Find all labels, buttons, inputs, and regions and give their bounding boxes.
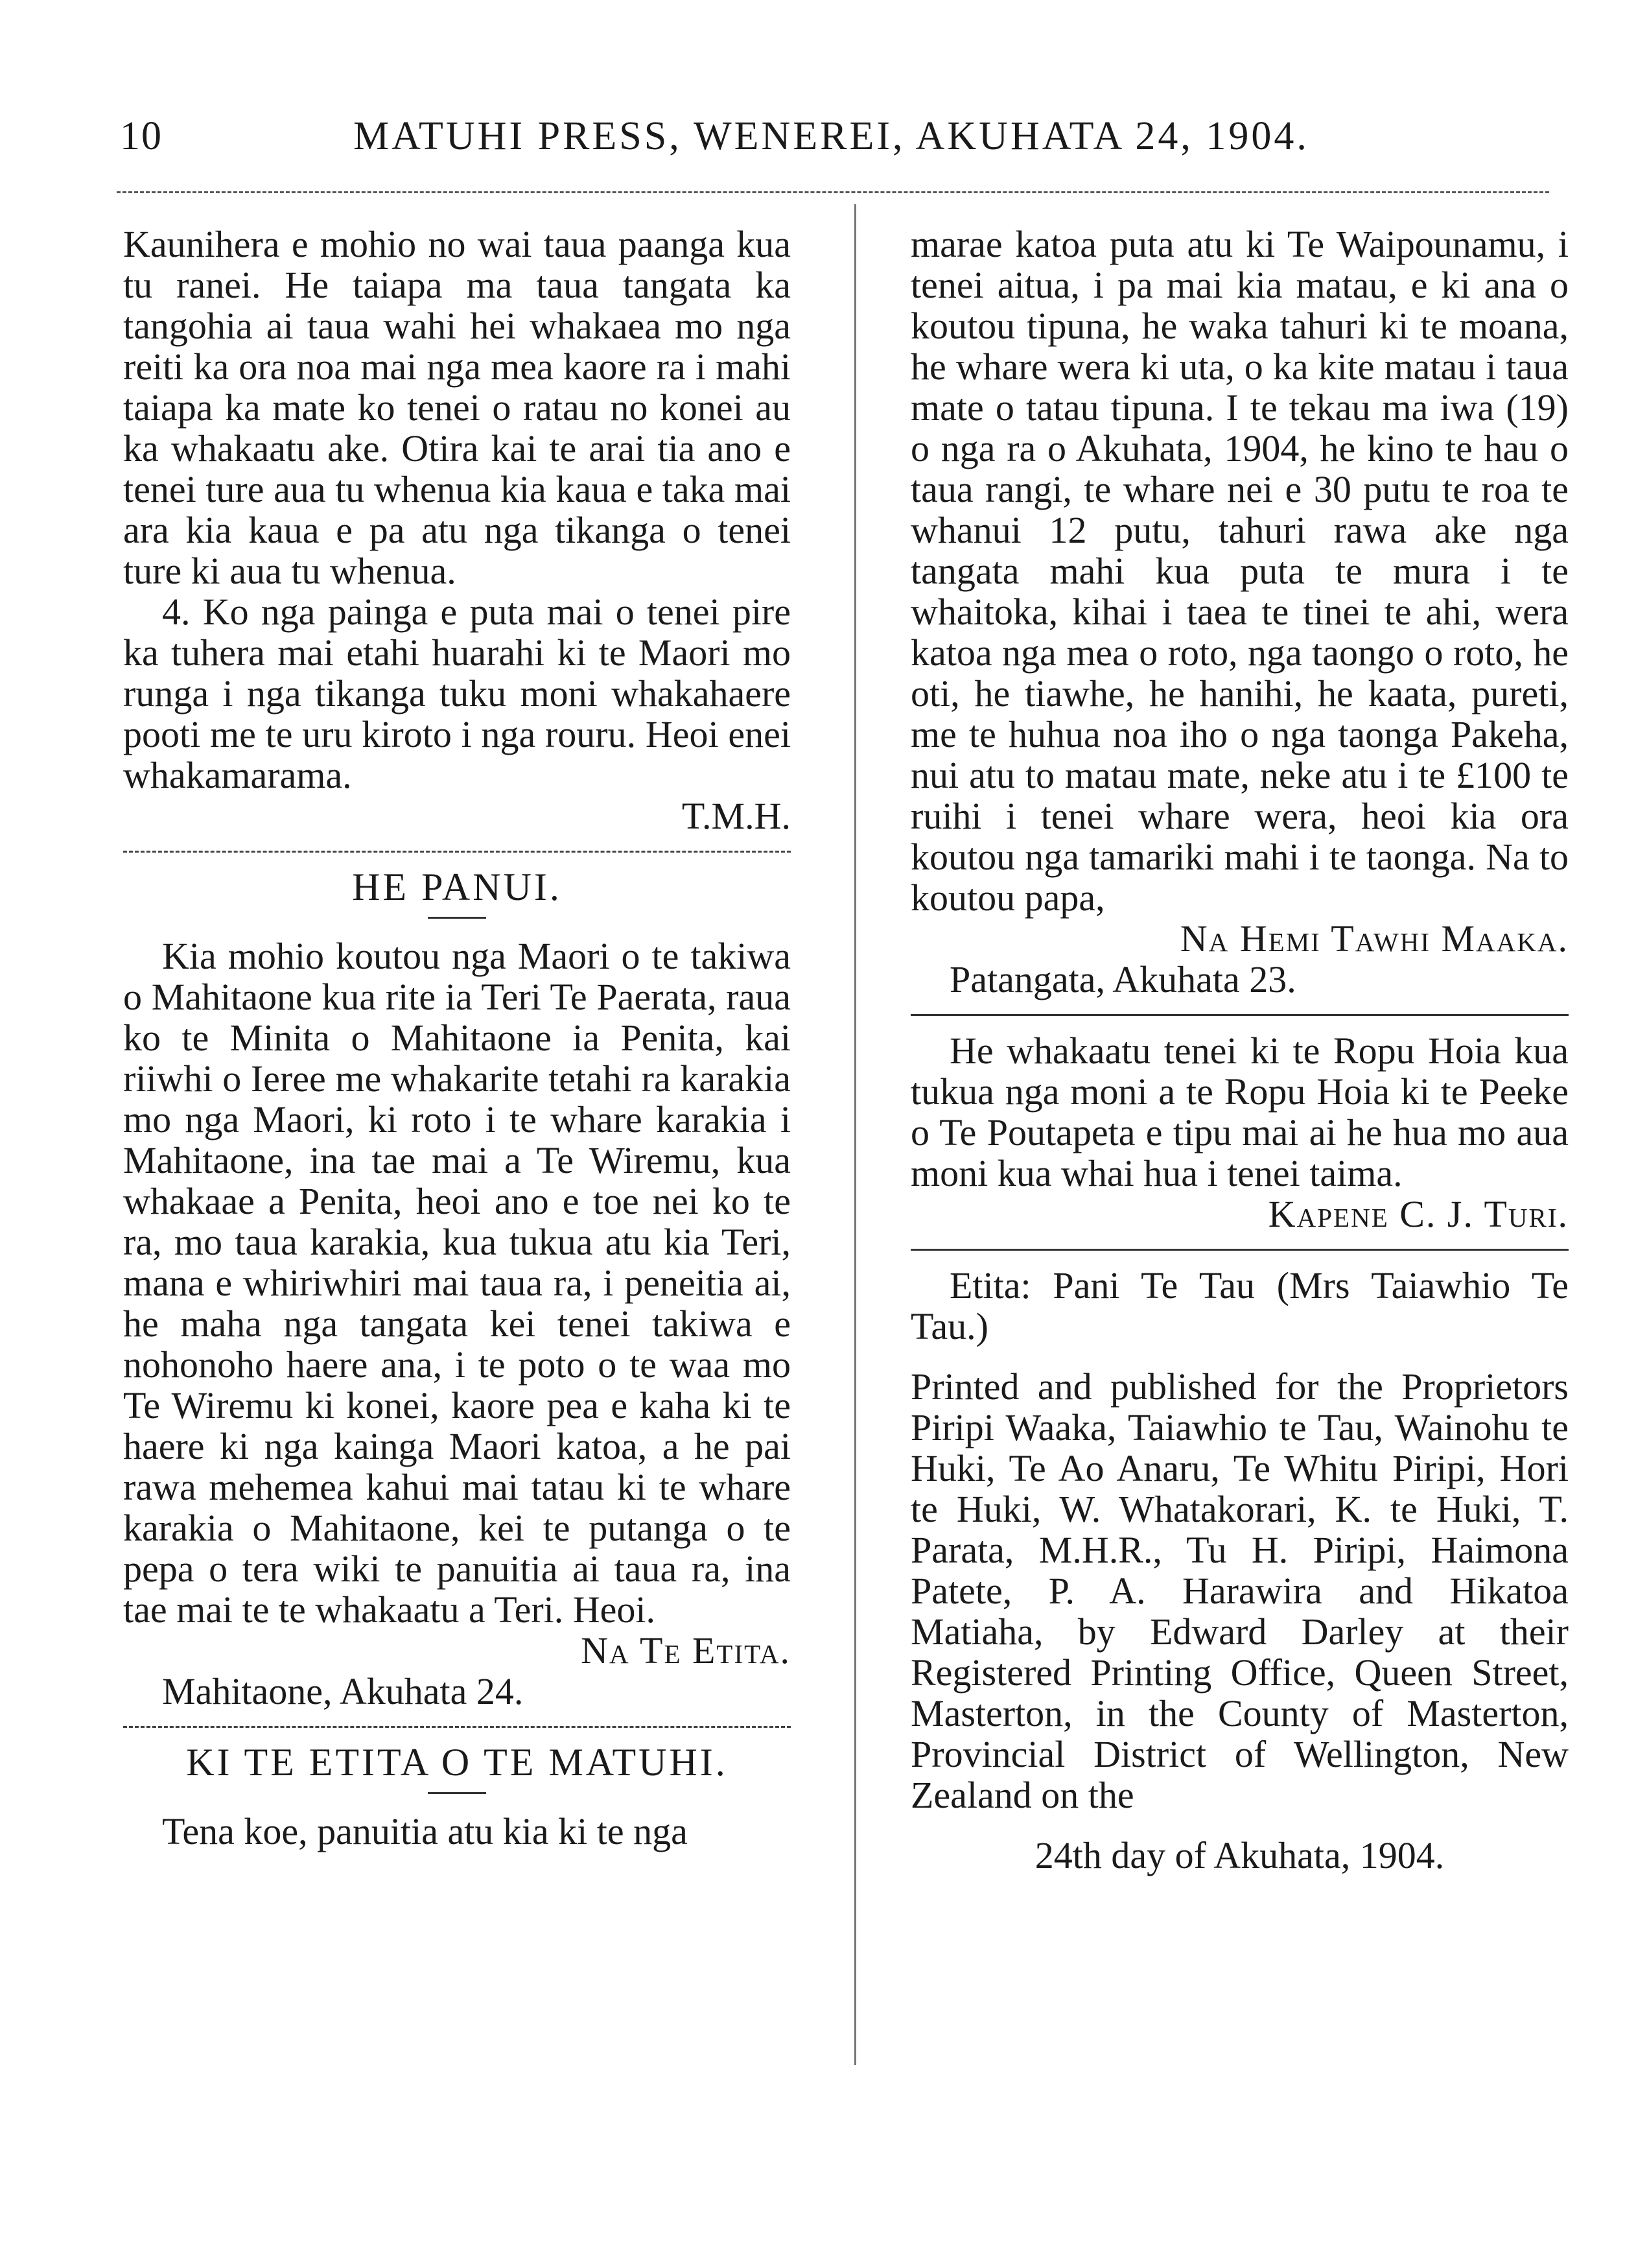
article-signature: Na Te Etita. <box>581 1629 791 1671</box>
spacer <box>911 1347 1569 1366</box>
article-signature: Kapene C. J. Turi. <box>1268 1193 1569 1235</box>
editor-line: Etita: Pani Te Tau (Mrs Taiawhio Te Tau.) <box>911 1264 1569 1347</box>
spacer <box>911 1815 1569 1835</box>
right-column <box>911 224 1569 1876</box>
page-number: 10 <box>120 114 163 158</box>
article-paragraph: He whakaatu tenei ki te Ropu Hoia kua tukua nga moni a te Ropu Hoia ki te Peeke o Te Poutapeta e tipu mai ai he hua mo aua moni kua whai hua i tenei taima. <box>911 1030 1569 1194</box>
article-paragraph: 4. Ko nga painga e puta mai o tenei pire ka tuhera mai etahi huarahi ki te Maori mo runga i nga tikanga tuku moni whakahaere pooti me te uru kiroto i nga rouru. Heoi enei whakamarama. <box>123 591 791 796</box>
article-dateline: Patangata, Akuhata 23. <box>950 958 1296 1000</box>
header-rule <box>117 191 1549 193</box>
heading-rule <box>428 1792 486 1794</box>
page-header <box>120 113 1358 165</box>
article-paragraph: Kia mohio koutou nga Maori o te takiwa o Mahitaone kua rite ia Teri Te Paerata, raua ko te Minita o Mahitaone ia Penita, kai riiwhi o Ieree me whakarite tetahi ra karakia mo nga Maori, ki roto i te whare karakia i Mahitaone, ina tae mai a Te Wiremu, kua whakaae a Penita, heoi ano e toe nei ko te ra, mo taua karakia, kua tukua atu kia Teri, mana e whiriwhiri mai taua ra, i peneitia ai, he maha nga tangata kei tenei takiwa e nohonoho haere ana, i te poto o te waa mo Te Wiremu ki konei, kaore pea e kaha ki te haere ki nga kainga Maori katoa, a he pai rawa mehemea kahui mai tatau ki te whare karakia o Mahitaone, kei te putanga o te pepa o tera wiki te panuitia ai taua ra, ina tae mai te te whakaatu a Teri. Heoi. <box>123 935 791 1631</box>
left-column <box>123 224 791 1852</box>
section-heading: KI TE ETITA O TE MATUHI. <box>186 1741 728 1784</box>
masthead-title: MATUHI PRESS, WENEREI, AKUHATA 24, 1904. <box>353 114 1309 158</box>
article-signature: Na Hemi Tawhi Maaka. <box>1180 917 1569 960</box>
article-signature: T.M.H. <box>681 795 791 837</box>
column-divider <box>854 204 856 2065</box>
article-dateline: Mahitaone, Akuhata 24. <box>162 1670 524 1712</box>
section-rule <box>123 1726 791 1728</box>
section-heading: HE PANUI. <box>352 866 562 908</box>
heading-rule <box>428 917 486 919</box>
article-paragraph: Kaunihera e mohio no wai taua paanga kua tu ranei. He taiapa ma taua tangata ka tangohia ai taua wahi hei whakaea mo nga reiti ka ora noa mai nga mea kaore ra i mahi taiapa ka mate ko tenei o ratau no konei au ka whakaatu ake. Otira kai te arai tia ano e tenei ture aua tu whenua kia kaua e taka mai ara kia kaua e pa atu nga tikanga o tenei ture ki aua tu whenua. <box>123 223 791 592</box>
imprint-paragraph: Printed and published for the Proprietors Piripi Waaka, Taiawhio te Tau, Wainohu te Huki, Te Ao Anaru, Te Whitu Piripi, Hori te Huki, W. Whatakorari, K. te Huki, T. Parata, M.H.R., Tu H. Piripi, Haimona Patete, P. A. Harawira and Hikatoa Matiaha, by Edward Darley at their Registered Printing Office, Queen Street, Masterton, in the County of Masterton, Provincial District of Wellington, New Zealand on the <box>911 1365 1569 1816</box>
section-rule <box>911 1249 1569 1251</box>
section-rule <box>911 1014 1569 1016</box>
section-rule <box>123 851 791 853</box>
article-paragraph: marae katoa puta atu ki Te Waipounamu, i tenei aitua, i pa mai kia matau, e ki ana o koutou tipuna, he waka tahuri ki te moana, he whare wera ki uta, o ka kite matau i taua mate o tatau tipuna. I te tekau ma iwa (19) o nga ra o Akuhata, 1904, he kino te hau o taua rangi, te whare nei e 30 putu te roa te whanui 12 putu, tahuri rawa ake nga tangata mahi kua puta te mura i te whaitoka, kihai i taea te tinei te ahi, wera katoa nga mea o roto, nga taongo o roto, he oti, he tiawhe, he hanihi, he kaata, pureti, me te huhua noa iho o nga taonga Pakeha, nui atu to matau mate, neke atu i te £100 te ruihi i tenei whare wera, heoi kia ora koutou nga tamariki mahi i te taonga. Na to koutou papa, <box>911 223 1569 919</box>
article-paragraph: Tena koe, panuitia atu kia ki te nga <box>162 1810 688 1852</box>
imprint-date: 24th day of Akuhata, 1904. <box>1034 1834 1445 1876</box>
